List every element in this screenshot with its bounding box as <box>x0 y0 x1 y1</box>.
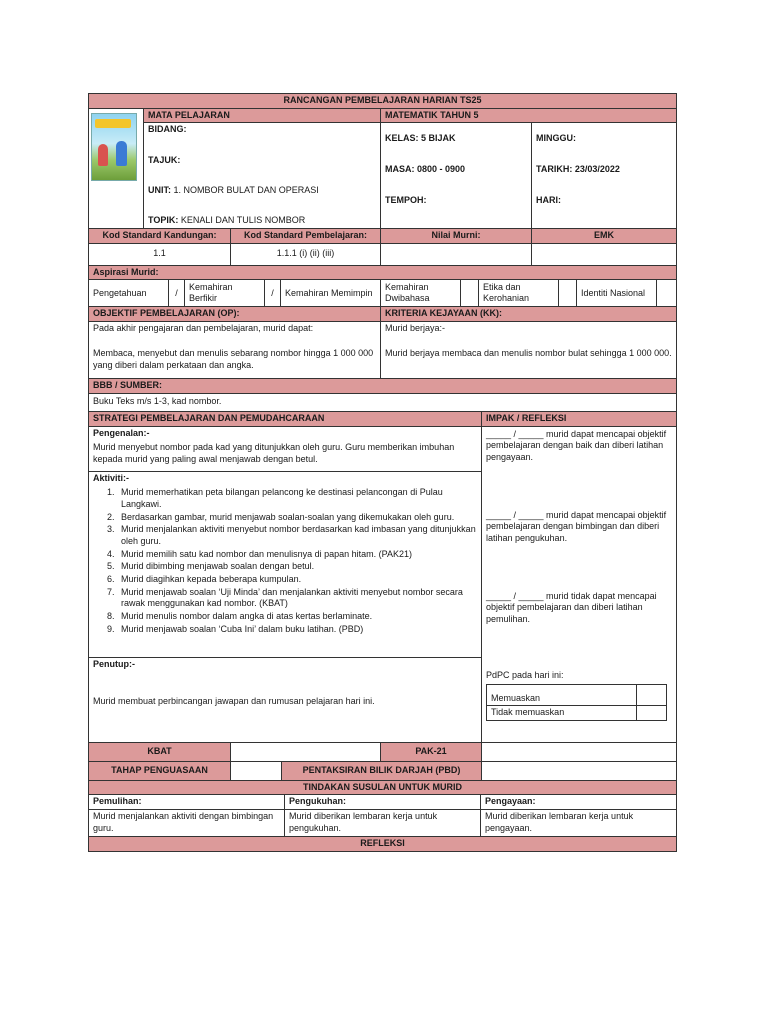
aspirasi-berfikir-mark: / <box>265 280 281 307</box>
subject-details <box>144 123 381 229</box>
kbat-value <box>231 742 381 761</box>
pengenalan-section <box>89 426 482 471</box>
tempoh-field: TEMPOH: <box>381 185 532 215</box>
penutup-text: Murid membuat perbincangan jawapan dan rumusan pelajaran hari ini. <box>93 696 375 707</box>
tarikh-field: TARIKH: 23/03/2022 <box>532 155 677 185</box>
aktiviti-list <box>93 487 477 635</box>
pdpc-label: PdPC pada hari ini: <box>486 669 564 680</box>
topik-line <box>148 215 376 227</box>
kk-label: KRITERIA KEJAYAAN (KK): <box>381 307 677 322</box>
aspirasi-memimpin: Kemahiran Memimpin <box>281 280 381 307</box>
op-content <box>89 322 381 379</box>
aktiviti-section <box>89 471 482 657</box>
topik-label: TOPIK: <box>148 215 179 226</box>
list-item: 5. Murid dibimbing menjawab soalan dengan betul. <box>117 561 477 573</box>
pengukuhan-label: Pengukuhan: <box>285 795 481 810</box>
kk-content <box>381 322 677 379</box>
emk-value <box>532 243 677 265</box>
pdpc-table <box>486 684 667 721</box>
kbat-label: KBAT <box>89 742 231 761</box>
tindakan-label: TINDAKAN SUSULAN UNTUK MURID <box>89 780 677 795</box>
unit-value: 1. NOMBOR BULAT DAN OPERASI <box>173 185 319 196</box>
textbook-cover-cell <box>89 108 144 228</box>
aspirasi-etika: Etika dan Kerohanian <box>479 280 559 307</box>
list-item: 3. Murid menjalankan aktiviti menyebut nombor berdasarkan kad imbasan yang ditunjukkan oleh guru. <box>117 524 477 547</box>
aspirasi-pengetahuan: Pengetahuan <box>89 280 169 307</box>
kelas-field: KELAS: 5 BIJAK <box>381 123 532 155</box>
ksp-value: 1.1.1 (i) (ii) (iii) <box>231 243 381 265</box>
pak21-label: PAK-21 <box>381 742 482 761</box>
unit-label: UNIT: <box>148 185 171 196</box>
op-intro: Pada akhir pengajaran dan pembelajaran, murid dapat: <box>93 323 314 334</box>
strategi-label: STRATEGI PEMBELAJARAN DAN PEMUDAHCARAAN <box>89 411 482 426</box>
pbd-value <box>482 761 677 780</box>
aspirasi-identiti: Identiti Nasional <box>577 280 657 307</box>
mata-pelajaran-value: MATEMATIK TAHUN 5 <box>381 108 677 123</box>
list-item: 4. Murid memilih satu kad nombor dan menulisnya di papan hitam. (PAK21) <box>117 549 477 561</box>
header-table <box>88 93 677 229</box>
mata-pelajaran-label: MATA PELAJARAN <box>144 108 381 123</box>
list-item: 7. Murid menjawab soalan ‘Uji Minda’ dan menjalankan aktiviti menyebut nombor secara rawak menggunakan kad nombor. (KBAT) <box>117 587 477 610</box>
aspirasi-dwibahasa-mark <box>461 280 479 307</box>
aspirasi-label: Aspirasi Murid: <box>89 265 677 280</box>
aspirasi-berfikir: Kemahiran Berfikir <box>185 280 265 307</box>
strategy-table <box>88 411 677 743</box>
pdpc-tidak-memuaskan: Tidak memuaskan <box>487 706 637 721</box>
pemulihan-label: Pemulihan: <box>89 795 285 810</box>
followup-table <box>88 780 677 852</box>
pdpc-tidak-memuaskan-box <box>637 706 667 721</box>
aspirasi-pengetahuan-mark: / <box>169 280 185 307</box>
op-text: Membaca, menyebut dan menulis sebarang nombor hingga 1 000 000 yang diberi dalam perkataan dan angka. <box>93 347 374 370</box>
aktiviti-label: Aktiviti:- <box>93 472 129 483</box>
impak-section <box>482 426 677 742</box>
emk-header: EMK <box>532 229 677 244</box>
textbook-cover-image <box>91 113 137 181</box>
list-item: 9. Murid menjawab soalan ‘Cuba Ini’ dalam buku latihan. (PBD) <box>117 624 477 636</box>
list-item: 1. Murid memerhatikan peta bilangan pelancong ke destinasi pelancongan di Pulau Langkawi. <box>117 487 477 510</box>
kbat-table <box>88 742 677 781</box>
tajuk-label: TAJUK: <box>148 155 181 166</box>
impak-item-pengukuhan: _____ / _____ murid dapat mencapai objektif pembelajaran dengan bimbingan dan diberi latihan pengukuhan. <box>486 509 667 543</box>
bidang-label: BIDANG: <box>148 124 187 135</box>
penutup-section <box>89 657 482 742</box>
penutup-label: Penutup:- <box>93 658 135 669</box>
pengukuhan-text: Murid diberikan lembaran kerja untuk pengukuhan. <box>285 809 481 836</box>
impak-item-pemulihan: _____ / _____ murid tidak dapat mencapai objektif pembelajaran dan diberi latihan pemulihan. <box>486 590 657 624</box>
list-item: 8. Murid menulis nombor dalam angka di atas kertas berlaminate. <box>117 611 477 623</box>
standards-table <box>88 228 677 280</box>
nilai-value <box>381 243 532 265</box>
list-item: 2. Berdasarkan gambar, murid menjawab soalan-soalan yang dikemukakan oleh guru. <box>117 512 477 524</box>
tahap-value <box>231 761 282 780</box>
pdpc-memuaskan: Memuaskan <box>487 685 637 706</box>
op-label: OBJEKTIF PEMBELAJARAN (OP): <box>89 307 381 322</box>
nilai-header: Nilai Murni: <box>381 229 532 244</box>
pengayaan-label: Pengayaan: <box>481 795 677 810</box>
impak-label: IMPAK / REFLEKSI <box>482 411 677 426</box>
tahap-label: TAHAP PENGUASAAN <box>89 761 231 780</box>
aspirasi-dwibahasa: Kemahiran Dwibahasa <box>381 280 461 307</box>
hari-field: HARI: <box>532 185 677 215</box>
topik-value: KENALI DAN TULIS NOMBOR <box>180 215 306 226</box>
list-item: 6. Murid diagihkan kepada beberapa kumpulan. <box>117 574 477 586</box>
ksk-header: Kod Standard Kandungan: <box>89 229 231 244</box>
unit-line <box>148 185 376 215</box>
ksp-header: Kod Standard Pembelajaran: <box>231 229 381 244</box>
objectives-table <box>88 306 677 411</box>
pbd-label: PENTAKSIRAN BILIK DARJAH (PBD) <box>282 761 482 780</box>
pengayaan-text: Murid diberikan lembaran kerja untuk pengayaan. <box>481 809 677 836</box>
aspirasi-identiti-mark <box>657 280 677 307</box>
aspirasi-table <box>88 279 677 307</box>
pengenalan-text: Murid menyebut nombor pada kad yang ditunjukkan oleh guru. Guru memberikan imbuhan kepada murid yang paling awal menjawab dengan betul. <box>93 442 455 464</box>
masa-field: MASA: 0800 - 0900 <box>381 155 532 185</box>
refleksi-label: REFLEKSI <box>89 836 677 851</box>
kk-intro: Murid berjaya:- <box>385 323 446 334</box>
ksk-value: 1.1 <box>89 243 231 265</box>
lesson-plan-document <box>88 93 676 852</box>
pdpc-memuaskan-box <box>637 685 667 706</box>
minggu-field: MINGGU: <box>532 123 677 155</box>
document-title: RANCANGAN PEMBELAJARAN HARIAN TS25 <box>89 94 677 109</box>
bbb-text: Buku Teks m/s 1-3, kad nombor. <box>89 393 677 411</box>
pengenalan-label: Pengenalan:- <box>93 427 150 438</box>
bbb-label: BBB / SUMBER: <box>89 379 677 394</box>
aspirasi-etika-mark <box>559 280 577 307</box>
kk-text: Murid berjaya membaca dan menulis nombor bulat sehingga 1 000 000. <box>385 347 672 358</box>
pemulihan-text: Murid menjalankan aktiviti dengan bimbingan guru. <box>89 809 285 836</box>
pak21-value <box>482 742 677 761</box>
impak-item-pengayaan: _____ / _____ murid dapat mencapai objektif pembelajaran dengan baik dan diberi latihan pengayaan. <box>486 428 667 462</box>
